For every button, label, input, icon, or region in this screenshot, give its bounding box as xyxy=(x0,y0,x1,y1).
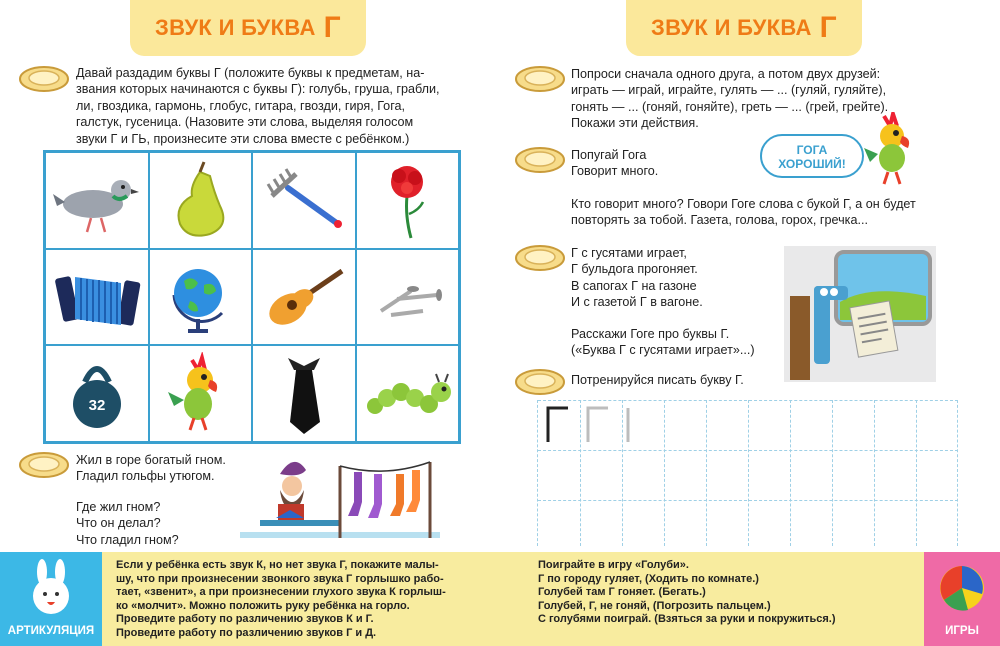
grid-cell xyxy=(45,152,149,249)
left-title-letter: Г xyxy=(323,11,341,44)
task-line: Попроси сначала одного друга, а потом двух друзей: xyxy=(571,67,881,81)
grid-cell xyxy=(252,152,356,249)
task-line: («Буква Г с гусятами играет»...) xyxy=(571,343,755,358)
games-box xyxy=(924,552,1000,646)
globe-icon xyxy=(154,255,246,339)
footer-line: Поиграйте в игру «Голуби». xyxy=(538,559,689,571)
left-page-title xyxy=(130,0,366,56)
grid-cell xyxy=(149,152,253,249)
guitar-icon xyxy=(258,255,350,339)
rhyme-line: Говорит много. xyxy=(571,164,659,179)
intro-line: ли, гвоздика, гармонь, глобус, гитара, гвозди, гиря, Гога, xyxy=(76,98,406,113)
grid-cell xyxy=(252,249,356,346)
right-title-text: ЗВУК И БУКВА xyxy=(651,15,812,40)
plate-icon xyxy=(514,367,566,397)
grid-cell xyxy=(149,249,253,346)
plate-icon xyxy=(514,145,566,175)
letter-in-train-illustration xyxy=(784,246,936,382)
picture-grid xyxy=(43,150,461,444)
repeat-task xyxy=(571,196,971,229)
letter-g-sample xyxy=(544,404,654,444)
parrot-icon xyxy=(154,352,246,436)
gnome-ironing-illustration xyxy=(240,452,440,550)
rhyme-line: Попугай Гога xyxy=(571,148,647,162)
task-line: играть — играй, играйте, гулять — ... (гуляй, гуляйте), xyxy=(571,83,887,98)
pear-icon xyxy=(154,158,246,242)
footer-line: ко «молчит». Можно положить руку ребёнка на горло. xyxy=(116,599,410,612)
poem-line: Г бульдога прогоняет. xyxy=(571,262,698,277)
weight-label: 32 xyxy=(88,396,106,414)
footer-line: тает, «звенит», а при произнесении глухого звука К горлыш- xyxy=(116,586,446,599)
plate-icon xyxy=(514,64,566,94)
plate-icon xyxy=(18,64,70,94)
plate-icon xyxy=(18,450,70,480)
plate-icon xyxy=(514,243,566,273)
ball-icon xyxy=(938,564,986,612)
grid-cell xyxy=(252,345,356,442)
grid-cell xyxy=(45,249,149,346)
task-line: гонять — ... (гоняй, гоняйте), греть — ... (грей, грейте). xyxy=(571,99,889,114)
parrot-rhyme xyxy=(571,147,751,180)
pigeon-icon xyxy=(51,158,143,242)
footer-line: шу, что при произнесении звонкого звука Г горлышко рабо- xyxy=(116,572,444,585)
right-page-title xyxy=(626,0,862,56)
letter-poem xyxy=(571,245,771,311)
parrot-goga-illustration xyxy=(862,112,922,188)
footer-line: Проведите работу по различению звуков Г и Д. xyxy=(116,626,377,639)
grid-cell xyxy=(149,345,253,442)
intro-line: галстук, гусеница. (Назовите эти слова, выделяя голосом xyxy=(76,115,414,130)
grid-cell xyxy=(356,249,460,346)
footer-line: Голубей, Г, не гоняй, (Погрозить пальцем.) xyxy=(538,599,771,612)
articulation-label: АРТИКУЛЯЦИЯ xyxy=(7,625,95,637)
task-line: Расскажи Гоге про буквы Г. xyxy=(571,327,730,341)
footer-line: Голубей там Г гоняет. (Бегать.) xyxy=(538,586,706,599)
poem-line: Гладил гольфы утюгом. xyxy=(76,469,215,484)
kettlebell-icon xyxy=(51,352,143,436)
accordion-icon xyxy=(51,255,143,339)
rake-icon xyxy=(258,158,350,242)
gnome-poem xyxy=(76,452,246,548)
footer-line: Если у ребёнка есть звук К, но нет звука Г, покажите малы- xyxy=(116,559,439,571)
articulation-box xyxy=(0,552,102,646)
grid-cell xyxy=(356,345,460,442)
nails-icon xyxy=(361,255,453,339)
games-text xyxy=(538,559,918,627)
poem-line: И с газетой Г в вагоне. xyxy=(571,295,703,310)
caterpillar-icon xyxy=(361,352,453,436)
articulation-text xyxy=(116,559,488,641)
poem-line: В сапогах Г на газоне xyxy=(571,278,697,293)
bunny-icon xyxy=(28,558,74,616)
carnation-icon xyxy=(361,158,453,242)
question-line: Что он делал? xyxy=(76,516,161,531)
left-intro-text xyxy=(76,65,468,147)
task-line: повторять за тобой. Газета, голова, горох, гречка... xyxy=(571,213,868,228)
task-line: Кто говорит много? Говори Гоге слова с букой Г, а он будет xyxy=(571,197,916,211)
games-label: ИГРЫ xyxy=(945,625,979,637)
poem-line: Г с гусятами играет, xyxy=(571,246,687,260)
grid-cell xyxy=(45,345,149,442)
poem-line: Жил в горе богатый гном. xyxy=(76,453,226,467)
footer-line: Проведите работу по различению звуков К и Г. xyxy=(116,613,374,626)
intro-line: звуки Г и ГЬ, произнесите эти слова вместе с ребёнком.) xyxy=(76,131,410,146)
tie-icon xyxy=(258,352,350,436)
left-title-text: ЗВУК И БУКВА xyxy=(155,15,316,40)
right-title-letter: Г xyxy=(819,11,837,44)
question-line: Где жил гном? xyxy=(76,499,161,514)
writing-task: Потренируйся писать букву Г. xyxy=(571,373,744,387)
tell-task xyxy=(571,326,791,359)
intro-line: Давай раздадим буквы Г (положите буквы к предметам, на- xyxy=(76,66,425,80)
speech-bubble: ГОГА ХОРОШИЙ! xyxy=(760,134,864,178)
grid-cell xyxy=(356,152,460,249)
writing-practice-grid[interactable] xyxy=(537,400,957,546)
footer-line: С голубями поиграй. (Взяться за руки и покружиться.) xyxy=(538,613,836,626)
footer-line: Г по городу гуляет, (Ходить по комнате.) xyxy=(538,572,759,585)
question-line: Что гладил гном? xyxy=(76,532,179,547)
intro-line: звания которых начинаются с буквы Г): голубь, груша, грабли, xyxy=(76,82,440,97)
task-line: Покажи эти действия. xyxy=(571,116,699,131)
